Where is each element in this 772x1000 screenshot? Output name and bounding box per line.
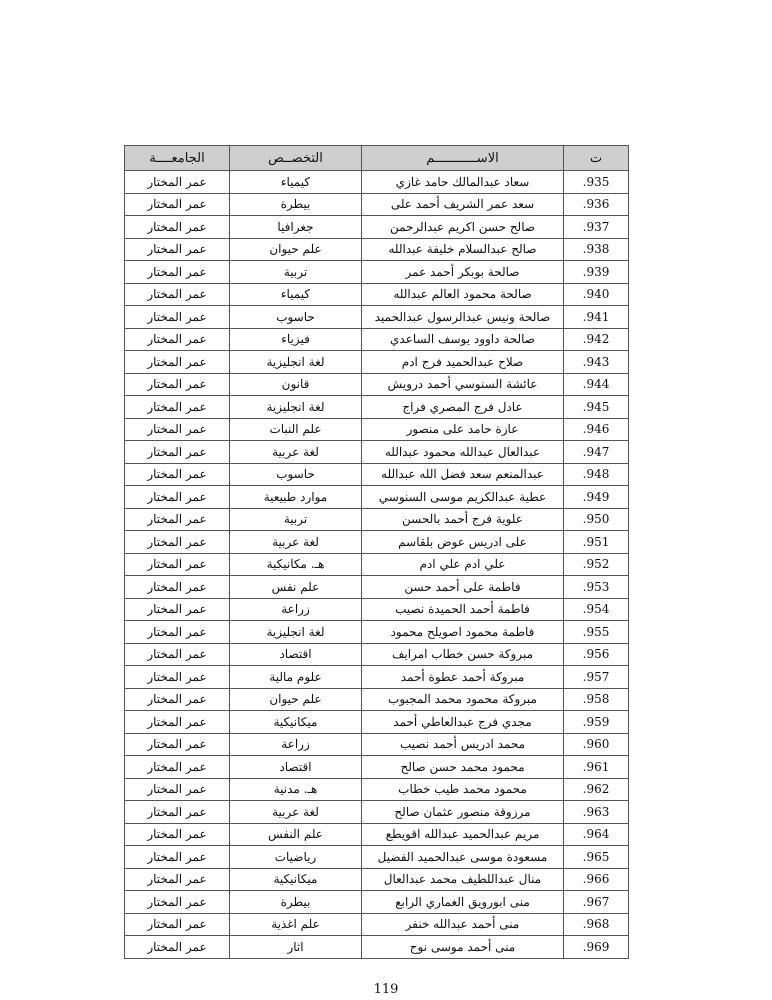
row-number-cell: .957 (564, 666, 629, 689)
specialization-cell: اقتصاد (230, 643, 362, 666)
specialization-cell: زراعة (230, 598, 362, 621)
student-name-cell: علي ادم علي ادم (362, 553, 564, 576)
university-cell: عمر المختار (125, 598, 230, 621)
specialization-cell: لغة عربية (230, 531, 362, 554)
specialization-cell: فيزياء (230, 328, 362, 351)
row-number-cell: .969 (564, 936, 629, 959)
table-row (125, 238, 629, 261)
student-name-cell: مبروكة حسن خطاب امرايف (362, 643, 564, 666)
row-number-cell: .938 (564, 238, 629, 261)
row-number-cell: .964 (564, 823, 629, 846)
university-cell: عمر المختار (125, 576, 230, 599)
table-row (125, 643, 629, 666)
row-number-cell: .944 (564, 373, 629, 396)
student-name-cell: عائشة السنوسي أحمد درويش (362, 373, 564, 396)
student-name-cell: علوية فرج أحمد بالحسن (362, 508, 564, 531)
specialization-cell: علم النبات (230, 418, 362, 441)
table-row (125, 936, 629, 959)
header-number: ت (564, 146, 629, 171)
row-number-cell: .942 (564, 328, 629, 351)
university-cell: عمر المختار (125, 261, 230, 284)
row-number-cell: .946 (564, 418, 629, 441)
table-row (125, 666, 629, 689)
specialization-cell: علم حيوان (230, 688, 362, 711)
table-row (125, 823, 629, 846)
row-number-cell: .937 (564, 216, 629, 239)
table-row (125, 328, 629, 351)
table-row (125, 733, 629, 756)
student-name-cell: مبروكة أحمد عطوة أحمد (362, 666, 564, 689)
table-row (125, 396, 629, 419)
specialization-cell: علم حيوان (230, 238, 362, 261)
student-name-cell: صالحة بوبكر أحمد عمر (362, 261, 564, 284)
row-number-cell: .943 (564, 351, 629, 374)
table-body (125, 171, 629, 959)
student-name-cell: فاطمة على أحمد حسن (362, 576, 564, 599)
row-number-cell: .959 (564, 711, 629, 734)
table-row (125, 531, 629, 554)
table-row (125, 756, 629, 779)
specialization-cell: قانون (230, 373, 362, 396)
row-number-cell: .955 (564, 621, 629, 644)
university-cell: عمر المختار (125, 508, 230, 531)
student-name-cell: صالح حسن اكريم عبدالرحمن (362, 216, 564, 239)
row-number-cell: .935 (564, 171, 629, 194)
specialization-cell: اقتصاد (230, 756, 362, 779)
specialization-cell: علم النفس (230, 823, 362, 846)
table-row (125, 508, 629, 531)
student-name-cell: فاطمة محمود اصويلح محمود (362, 621, 564, 644)
student-name-cell: صالح عبدالسلام خليفة عبدالله (362, 238, 564, 261)
row-number-cell: .968 (564, 913, 629, 936)
header-name: الاســـــــــــم (362, 146, 564, 171)
specialization-cell: بيطرة (230, 891, 362, 914)
student-name-cell: مرزوقة منصور عثمان صالح (362, 801, 564, 824)
row-number-cell: .963 (564, 801, 629, 824)
student-name-cell: عطية عبدالكريم موسى السنوسي (362, 486, 564, 509)
table-row (125, 711, 629, 734)
specialization-cell: لغة انجليزية (230, 621, 362, 644)
university-cell: عمر المختار (125, 756, 230, 779)
specialization-cell: حاسوب (230, 306, 362, 329)
student-name-cell: منى أحمد عبدالله خنفر (362, 913, 564, 936)
student-name-cell: صالحة داوود يوسف الساعدي (362, 328, 564, 351)
university-cell: عمر المختار (125, 891, 230, 914)
university-cell: عمر المختار (125, 351, 230, 374)
specialization-cell: علم اغذية (230, 913, 362, 936)
table-row (125, 868, 629, 891)
university-cell: عمر المختار (125, 621, 230, 644)
student-name-cell: مريم عبدالحميد عبدالله اقويطع (362, 823, 564, 846)
university-cell: عمر المختار (125, 418, 230, 441)
university-cell: عمر المختار (125, 306, 230, 329)
row-number-cell: .965 (564, 846, 629, 869)
student-name-cell: محمود محمد طيب خطاب (362, 778, 564, 801)
table-row (125, 576, 629, 599)
row-number-cell: .960 (564, 733, 629, 756)
specialization-cell: علم نفس (230, 576, 362, 599)
table-row (125, 373, 629, 396)
specialization-cell: هـ. مكانيكية (230, 553, 362, 576)
table-header-row (125, 146, 629, 171)
table-row (125, 913, 629, 936)
table-row (125, 463, 629, 486)
table-row (125, 193, 629, 216)
student-name-cell: على ادريس عوض بلقاسم (362, 531, 564, 554)
university-cell: عمر المختار (125, 373, 230, 396)
student-name-cell: منى ابورويق الغماري الرابع (362, 891, 564, 914)
university-cell: عمر المختار (125, 823, 230, 846)
row-number-cell: .954 (564, 598, 629, 621)
row-number-cell: .941 (564, 306, 629, 329)
table-row (125, 306, 629, 329)
table-row (125, 261, 629, 284)
student-name-cell: عازة حامد على منصور (362, 418, 564, 441)
specialization-cell: كيمياء (230, 283, 362, 306)
table-row (125, 891, 629, 914)
row-number-cell: .951 (564, 531, 629, 554)
table-row (125, 351, 629, 374)
header-university: الجامعــــة (125, 146, 230, 171)
university-cell: عمر المختار (125, 553, 230, 576)
university-cell: عمر المختار (125, 171, 230, 194)
table-row (125, 216, 629, 239)
student-name-cell: مجدي فرج عبدالعاطي أحمد (362, 711, 564, 734)
row-number-cell: .962 (564, 778, 629, 801)
university-cell: عمر المختار (125, 868, 230, 891)
row-number-cell: .967 (564, 891, 629, 914)
row-number-cell: .947 (564, 441, 629, 464)
header-specialization: التخصــص (230, 146, 362, 171)
specialization-cell: تربية (230, 508, 362, 531)
student-name-cell: منى أحمد موسى نوح (362, 936, 564, 959)
table-row (125, 441, 629, 464)
specialization-cell: لغة انجليزية (230, 396, 362, 419)
student-name-cell: عبدالمنعم سعد فضل الله عبدالله (362, 463, 564, 486)
university-cell: عمر المختار (125, 913, 230, 936)
specialization-cell: جغرافيا (230, 216, 362, 239)
table-row (125, 778, 629, 801)
row-number-cell: .961 (564, 756, 629, 779)
row-number-cell: .940 (564, 283, 629, 306)
row-number-cell: .936 (564, 193, 629, 216)
university-cell: عمر المختار (125, 936, 230, 959)
row-number-cell: .958 (564, 688, 629, 711)
student-name-cell: مسعودة موسى عبدالحميد الفضيل (362, 846, 564, 869)
page-number: 119 (373, 982, 399, 997)
specialization-cell: لغة عربية (230, 441, 362, 464)
university-cell: عمر المختار (125, 778, 230, 801)
row-number-cell: .950 (564, 508, 629, 531)
university-cell: عمر المختار (125, 396, 230, 419)
university-cell: عمر المختار (125, 846, 230, 869)
table-row (125, 801, 629, 824)
row-number-cell: .939 (564, 261, 629, 284)
university-cell: عمر المختار (125, 328, 230, 351)
student-name-cell: محمود محمد حسن صالح (362, 756, 564, 779)
specialization-cell: كيمياء (230, 171, 362, 194)
row-number-cell: .948 (564, 463, 629, 486)
specialization-cell: لغة عربية (230, 801, 362, 824)
row-number-cell: .956 (564, 643, 629, 666)
university-cell: عمر المختار (125, 216, 230, 239)
university-cell: عمر المختار (125, 238, 230, 261)
row-number-cell: .966 (564, 868, 629, 891)
table-row (125, 553, 629, 576)
university-cell: عمر المختار (125, 643, 230, 666)
table-row (125, 486, 629, 509)
specialization-cell: زراعة (230, 733, 362, 756)
specialization-cell: هـ. مدنية (230, 778, 362, 801)
student-name-cell: منال عبداللطيف محمد عبدالعال (362, 868, 564, 891)
university-cell: عمر المختار (125, 193, 230, 216)
university-cell: عمر المختار (125, 283, 230, 306)
row-number-cell: .953 (564, 576, 629, 599)
table-row (125, 846, 629, 869)
row-number-cell: .949 (564, 486, 629, 509)
student-name-cell: سعاد عبدالمالك حامد غازي (362, 171, 564, 194)
table-row (125, 418, 629, 441)
specialization-cell: تربية (230, 261, 362, 284)
student-name-cell: صالحة محمود العالم عبدالله (362, 283, 564, 306)
specialization-cell: موارد طبيعية (230, 486, 362, 509)
specialization-cell: لغة انجليزية (230, 351, 362, 374)
student-name-cell: فاطمة أحمد الحميدة نصيب (362, 598, 564, 621)
university-cell: عمر المختار (125, 441, 230, 464)
table-row (125, 598, 629, 621)
students-table (124, 145, 629, 959)
university-cell: عمر المختار (125, 801, 230, 824)
student-name-cell: محمد ادريس أحمد نصيب (362, 733, 564, 756)
university-cell: عمر المختار (125, 531, 230, 554)
table-row (125, 621, 629, 644)
university-cell: عمر المختار (125, 463, 230, 486)
specialization-cell: بيطرة (230, 193, 362, 216)
specialization-cell: رياضيات (230, 846, 362, 869)
specialization-cell: اثار (230, 936, 362, 959)
university-cell: عمر المختار (125, 711, 230, 734)
student-name-cell: مبروكة محمود محمد المجبوب (362, 688, 564, 711)
student-name-cell: صلاح عبدالحميد فرج ادم (362, 351, 564, 374)
student-name-cell: عبدالعال عبدالله محمود عبدالله (362, 441, 564, 464)
student-name-cell: سعد عمر الشريف أحمد على (362, 193, 564, 216)
row-number-cell: .945 (564, 396, 629, 419)
specialization-cell: ميكانيكية (230, 868, 362, 891)
university-cell: عمر المختار (125, 666, 230, 689)
university-cell: عمر المختار (125, 486, 230, 509)
specialization-cell: حاسوب (230, 463, 362, 486)
student-name-cell: عادل فرج المصري فراج (362, 396, 564, 419)
table-row (125, 283, 629, 306)
row-number-cell: .952 (564, 553, 629, 576)
table-row (125, 171, 629, 194)
table-row (125, 688, 629, 711)
student-name-cell: صالحة ونيس عبدالرسول عبدالحميد (362, 306, 564, 329)
university-cell: عمر المختار (125, 733, 230, 756)
specialization-cell: علوم مالية (230, 666, 362, 689)
specialization-cell: ميكانيكية (230, 711, 362, 734)
university-cell: عمر المختار (125, 688, 230, 711)
